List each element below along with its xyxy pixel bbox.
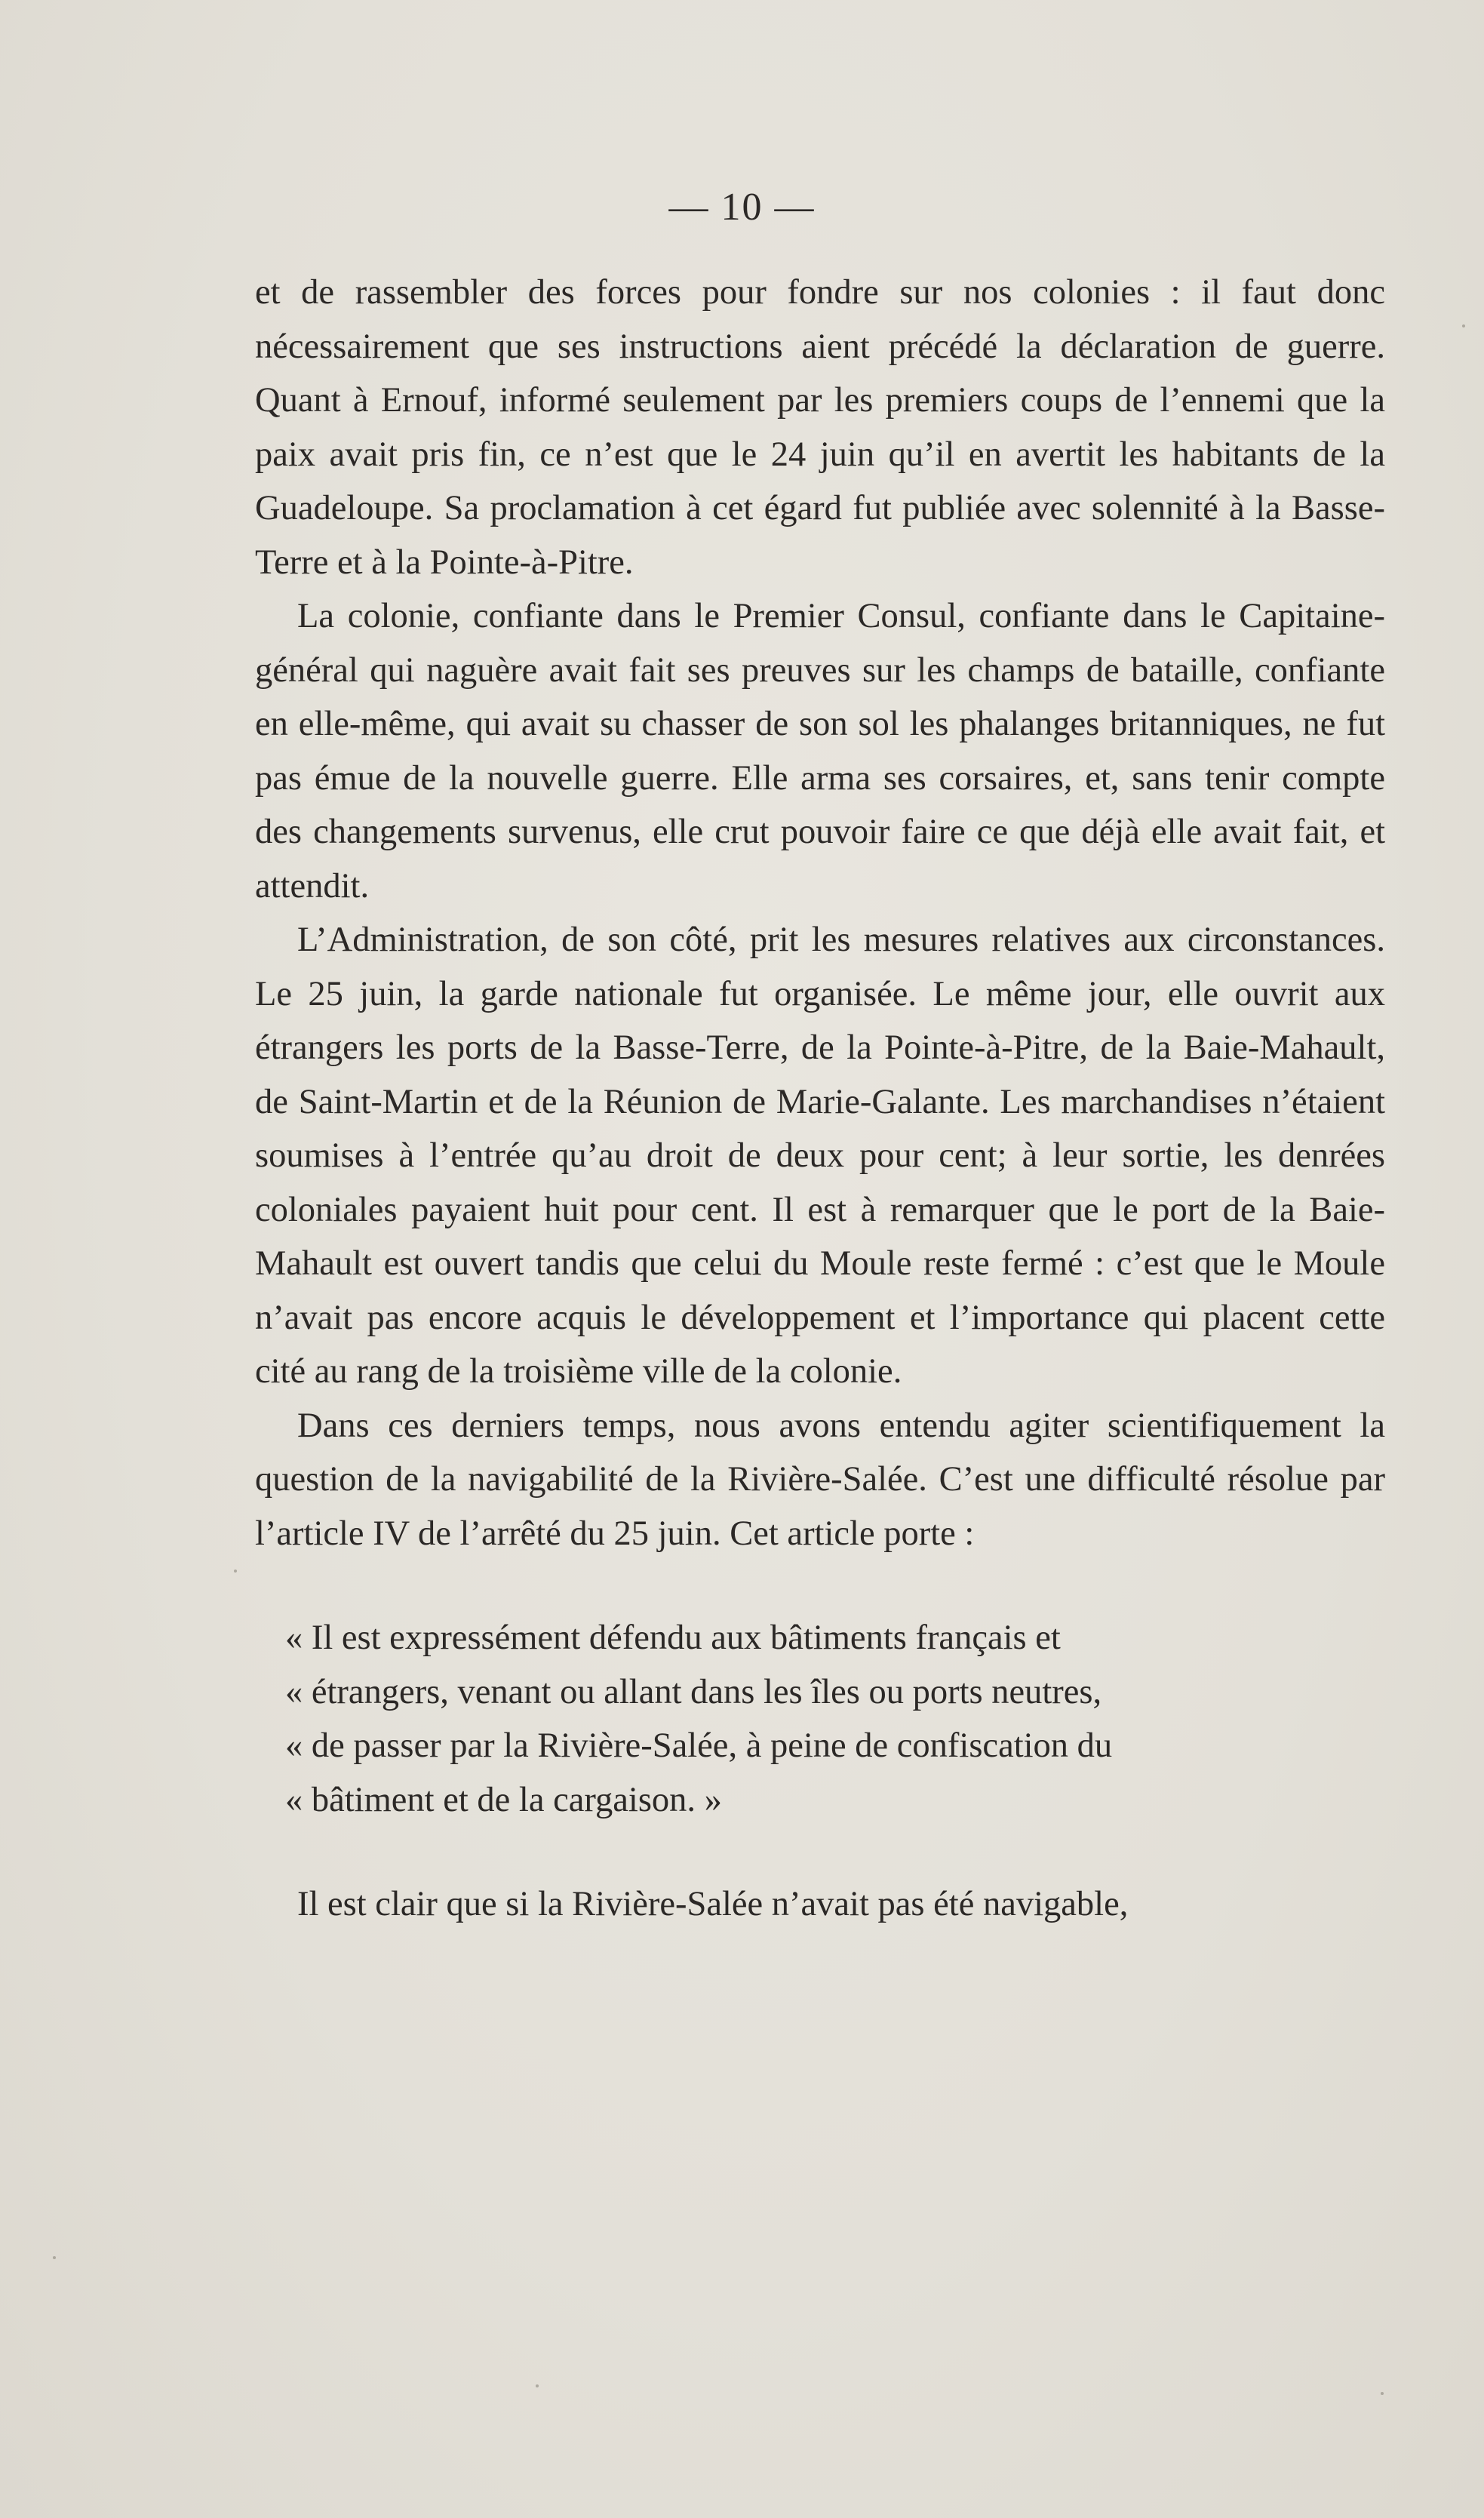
closing-paragraph: Il est clair que si la Rivière-Salée n’avait pas été navigable, <box>297 1885 1129 1923</box>
quote-line: « étrangers, venant ou allant dans les îles ou ports neutres, <box>285 1672 1102 1711</box>
body-text <box>255 266 1385 1932</box>
paragraph: La colonie, confiante dans le Premier Consul, confiante dans le Capitaine-général qui naguère avait fait ses preuves sur les champs de bataille, confiante en elle-même, qui avait su chasser de son sol les phalanges britanniques, ne fut pas émue de la nouvelle guerre. Elle arma ses corsaires, et, sans tenir compte des changements survenus, elle crut pouvoir faire ce que déjà elle avait fait, et attendit. <box>255 597 1385 905</box>
quoted-article <box>255 1611 1385 1827</box>
paragraph: et de rassembler des forces pour fondre sur nos colonies : il faut donc nécessairement que ses instructions aient précédé la déclaration de guerre. Quant à Ernouf, informé seulement par les premiers coups de l’ennemi que la paix avait pris fin, ce n’est que le 24 juin qu’il en avertit les habitants de la Guadeloupe. Sa proclamation à cet égard fut publiée avec solennité à la Basse-Terre et à la Pointe-à-Pitre. <box>255 273 1385 582</box>
paper-speck <box>1381 2392 1384 2395</box>
page-number: — 10 — <box>668 186 816 229</box>
paper-speck <box>1462 324 1465 327</box>
paragraph: L’Administration, de son côté, prit les mesures relatives aux circonstances. Le 25 juin, la garde nationale fut organisée. Le même jour, elle ouvrit aux étrangers les ports de la Basse-Terre, de la Pointe-à-Pitre, de la Baie-Mahault, de Saint-Martin et de la Réunion de Marie-Galante. Les marchandises n’étaient soumises à l’entrée qu’au droit de deux pour cent; à leur sortie, les denrées coloniales payaient huit pour cent. Il est à remarquer que le port de la Baie-Mahault est ouvert tandis que celui du Moule reste fermé : c’est que le Moule n’avait pas encore acquis le développement et l’importance qui placent cette cité au rang de la troisième ville de la colonie. <box>255 921 1385 1391</box>
paper-speck <box>536 2384 539 2387</box>
paper-speck <box>53 2256 56 2259</box>
quote-line: « de passer par la Rivière-Salée, à peine de confiscation du <box>285 1726 1113 1765</box>
quote-line: « Il est expressément défendu aux bâtiments français et <box>285 1619 1061 1657</box>
paragraph: Dans ces derniers temps, nous avons entendu agiter scientifiquement la question de la navigabilité de la Rivière-Salée. C’est une difficulté résolue par l’article IV de l’arrêté du 25 juin. Cet article porte : <box>255 1406 1385 1553</box>
paper-speck <box>234 1570 237 1573</box>
quote-line: « bâtiment et de la cargaison. » <box>285 1780 722 1819</box>
